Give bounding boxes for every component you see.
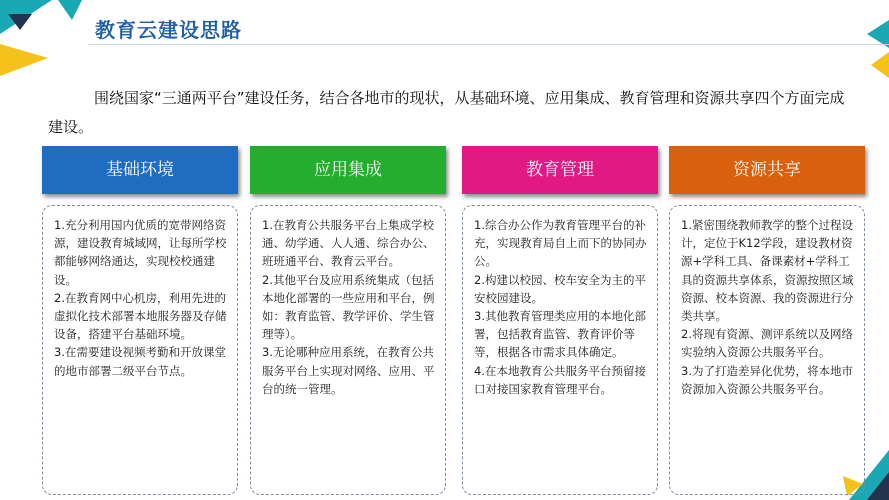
list-item: 3.在需要建设视频考勤和开放课堂的地市部署二级平台节点。	[54, 345, 226, 378]
list-item: 4.在本地教育公共服务平台预留接口对接国家教育管理平台。	[474, 363, 646, 396]
intro-paragraph: 围绕国家“三通两平台”建设任务，结合各地市的现状，从基础环境、应用集成、教育管理和资源共享四个方面完成建设。	[48, 89, 845, 136]
column-basic-environment	[42, 146, 238, 495]
list-item: 3.无论哪种应用系统，在教育公共服务平台上实现对网络、应用、平台的统一管理。	[262, 345, 435, 396]
column-header: 资源共享	[669, 146, 865, 194]
list-item: 3.为了打造差异化优势，将本地市资源加入资源公共服务平台。	[681, 363, 853, 396]
column-body	[42, 205, 238, 495]
list-item: 1.紧密围绕教师教学的整个过程设计，定位于K12学段，建设教材资源+学科工具、备课素材+学科工具的资源共享体系，资源按照区域资源、校本资源、我的资源进行分类共享。	[681, 218, 854, 324]
list-item: 1.充分利用国内优质的宽带网络资源，建设教育城域网，让每所学校都能够网络通达，实现校校通建设。	[54, 218, 227, 287]
title-divider	[88, 44, 889, 45]
column-body	[462, 205, 658, 495]
column-application-integration	[250, 146, 446, 495]
column-body	[250, 205, 446, 495]
column-header: 基础环境	[42, 146, 238, 194]
top-left-decoration	[0, 0, 90, 80]
column-resource-sharing	[669, 146, 865, 495]
column-education-management	[462, 146, 658, 495]
list-item: 1.在教育公共服务平台上集成学校通、幼学通、人人通、综合办公、班班通平台、教育云平台。	[262, 218, 435, 269]
list-item: 2.在教育网中心机房，利用先进的虚拟化技术部署本地服务器及存储设备，搭建平台基础环境。	[54, 290, 227, 342]
teal-small-triangle	[58, 0, 82, 20]
right-yellow-triangle	[871, 52, 889, 78]
list-item: 2.构建以校园、校车安全为主的平安校园建设。	[474, 272, 646, 305]
list-item: 2.其他平台及应用系统集成（包括本地化部署的一些应用和平台，例如：教育监管、教学评价、学生管理等）。	[262, 272, 435, 342]
yellow-triangle	[0, 44, 48, 76]
list-item: 3.其他教育管理类应用的本地化部署，包括教育监管、教育评价等等，根据各市需求具体确定。	[474, 309, 646, 360]
list-item: 2.将现有资源、测评系统以及网络实验纳入资源公共服务平台。	[681, 327, 853, 360]
list-item: 1.综合办公作为教育管理平台的补充，实现教育局自上而下的协同办公。	[474, 218, 647, 269]
column-body	[669, 205, 865, 495]
page-title: 教育云建设思路	[95, 18, 242, 42]
column-header: 教育管理	[462, 146, 658, 194]
top-right-decoration	[849, 20, 889, 100]
column-header: 应用集成	[250, 146, 446, 194]
